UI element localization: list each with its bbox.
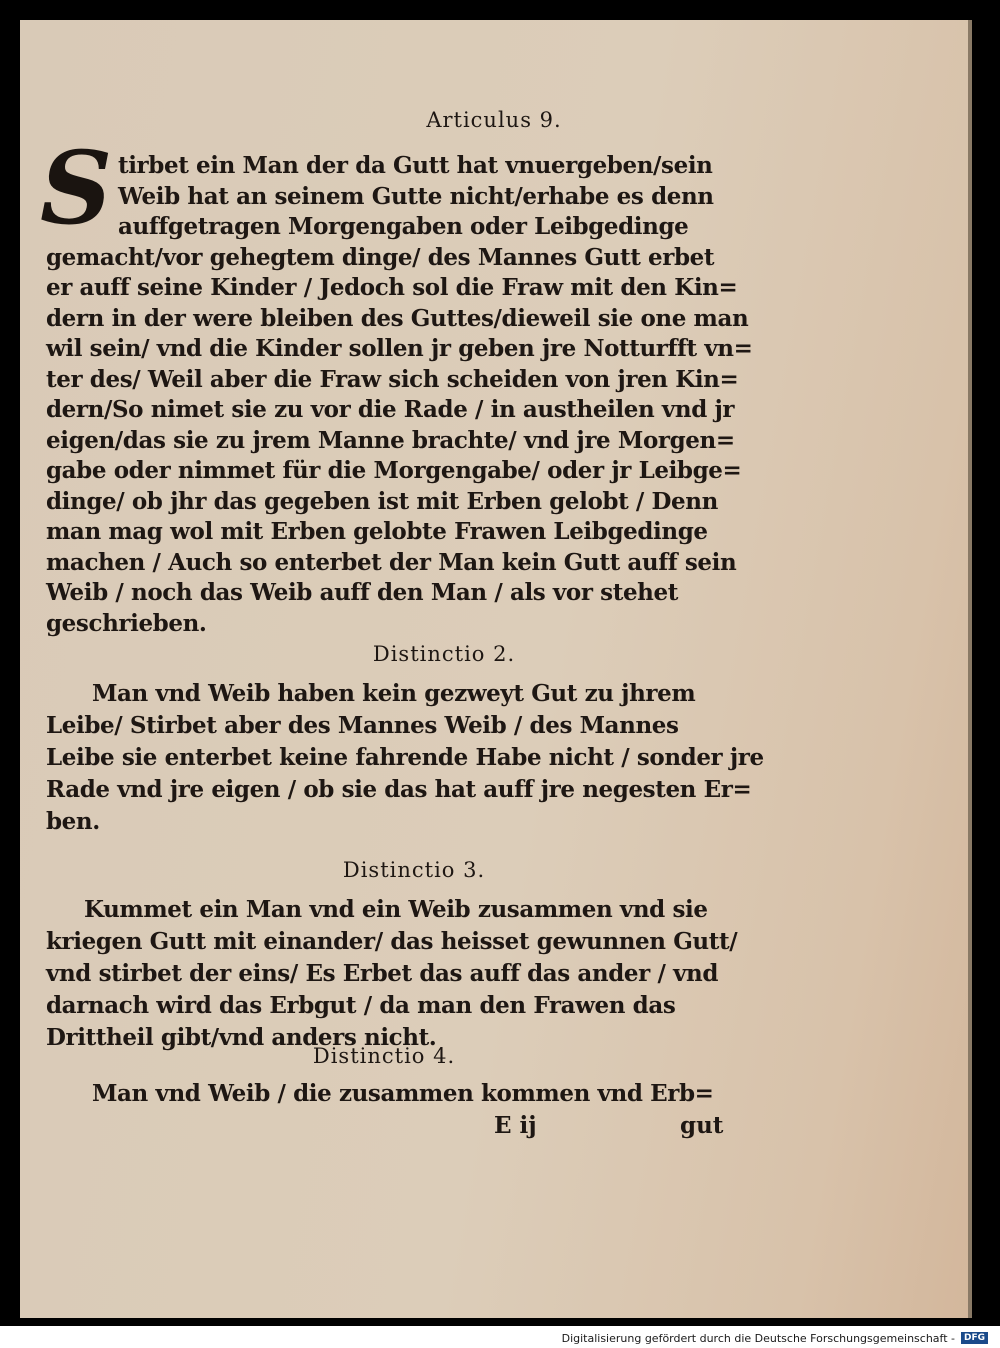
- scanned-page: [20, 20, 968, 1318]
- text-line: dinge/ ob jhr das gegeben ist mit Erben gelobt / Denn: [46, 487, 718, 515]
- text-line: man mag wol mit Erben gelobte Frawen Leibgedinge: [46, 518, 708, 545]
- text-line: Leibe/ Stirbet aber des Mannes Weib / des Mannes: [46, 712, 679, 739]
- text-line: gabe oder nimmet für die Morgengabe/ oder jr Leibge=: [46, 457, 742, 484]
- text-line: Rade vnd jre eigen / ob sie das hat auff jre negesten Er=: [46, 776, 752, 803]
- section-heading-2: Distinctio 2.: [372, 642, 516, 666]
- footer-credit-text: Digitalisierung gefördert durch die Deutsche Forschungsgemeinschaft -: [561, 1331, 955, 1345]
- text-line: Man vnd Weib haben kein gezweyt Gut zu jhrem: [92, 680, 696, 707]
- catchword: gut: [680, 1112, 724, 1139]
- text-line: dern/So nimet sie zu vor die Rade / in austheilen vnd jr: [46, 396, 735, 423]
- text-line: auffgetragen Morgengaben oder Leibgedinge: [118, 213, 689, 240]
- text-line: ter des/ Weil aber die Fraw sich scheiden von jren Kin=: [46, 365, 739, 393]
- text-line: wil sein/ vnd die Kinder sollen jr geben jre Notturfft vn=: [46, 335, 753, 362]
- dfg-logo: DFG: [961, 1332, 988, 1344]
- text-line: Weib / noch das Weib auff den Man / als vor stehet: [46, 579, 678, 606]
- text-line: tirbet ein Man der da Gutt hat vnuergeben/sein: [118, 152, 713, 179]
- page-heading: Articulus 9.: [426, 108, 562, 132]
- section-heading-3: Distinctio 3.: [342, 858, 486, 882]
- text-line: vnd stirbet der eins/ Es Erbet das auff das ander / vnd: [46, 960, 719, 987]
- text-line: Man vnd Weib / die zusammen kommen vnd Erb=: [92, 1080, 714, 1107]
- section-heading-4: Distinctio 4.: [312, 1044, 456, 1068]
- text-line: machen / Auch so enterbet der Man kein Gutt auff sein: [46, 548, 737, 576]
- text-line: ben.: [46, 808, 100, 835]
- text-line: gemacht/vor gehegtem dinge/ des Mannes Gutt erbet: [46, 243, 715, 271]
- text-line: Leibe sie enterbet keine fahrende Habe nicht / sonder jre: [46, 744, 764, 771]
- text-line: Kummet ein Man vnd ein Weib zusammen vnd sie: [84, 896, 708, 923]
- text-line: kriegen Gutt mit einander/ das heisset gewunnen Gutt/: [46, 928, 738, 955]
- text-line: Drittheil gibt/vnd anders nicht.: [46, 1024, 437, 1051]
- text-line: eigen/das sie zu jrem Manne brachte/ vnd jre Morgen=: [46, 426, 735, 454]
- text-line: er auff seine Kinder / Jedoch sol die Fraw mit den Kin=: [46, 274, 738, 301]
- text-line: dern in der were bleiben des Guttes/dieweil sie one man: [46, 304, 749, 332]
- signature-mark: E ij: [494, 1112, 537, 1139]
- text-line: Weib hat an seinem Gutte nicht/erhabe es denn: [118, 182, 714, 210]
- text-line: darnach wird das Erbgut / da man den Frawen das: [46, 992, 676, 1019]
- drop-capital: S: [40, 129, 113, 247]
- page-edge: [968, 20, 972, 1318]
- footer-credit: [558, 1328, 992, 1348]
- text-line: geschrieben.: [46, 609, 207, 637]
